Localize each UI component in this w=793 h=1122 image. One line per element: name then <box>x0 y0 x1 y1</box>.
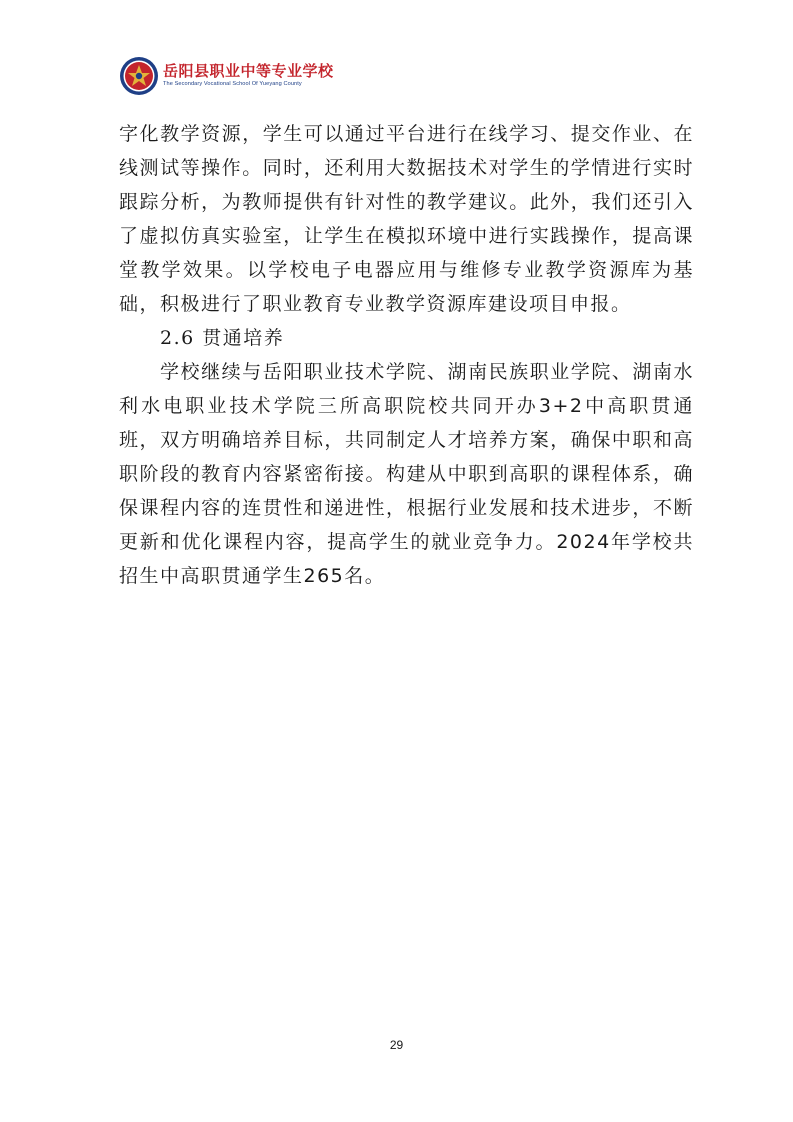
document-header <box>119 55 334 97</box>
school-name-block <box>163 64 334 88</box>
page-body <box>119 117 694 593</box>
school-name-en: The Secondary Vocational School Of Yueyang County <box>163 81 302 88</box>
page-number: 29 <box>389 1038 404 1052</box>
section-heading: 2.6 贯通培养 <box>160 327 285 349</box>
school-logo-icon <box>119 56 159 96</box>
body-paragraph-2: 学校继续与岳阳职业技术学院、湖南民族职业学院、湖南水利水电职业技术学院三所高职院校共同开办3+2中高职贯通班，双方明确培养目标，共同制定人才培养方案，确保中职和高职阶段的教育内容紧密衔接。构建从中职到高职的课程体系，确保课程内容的连贯性和递进性，根据行业发展和技术进步，不断更新和优化课程内容，提高学生的就业竞争力。2024年学校共招生中高职贯通学生265名。 <box>119 361 694 587</box>
body-paragraph-1: 字化教学资源，学生可以通过平台进行在线学习、提交作业、在线测试等操作。同时，还利用大数据技术对学生的学情进行实时跟踪分析，为教师提供有针对性的教学建议。此外，我们还引入了虚拟仿真实验室，让学生在模拟环境中进行实践操作，提高课堂教学效果。以学校电子电器应用与维修专业教学资源库为基础，积极进行了职业教育专业教学资源库建设项目申报。 <box>119 123 694 315</box>
school-name-cn: 岳阳县职业中等专业学校 <box>163 62 334 81</box>
